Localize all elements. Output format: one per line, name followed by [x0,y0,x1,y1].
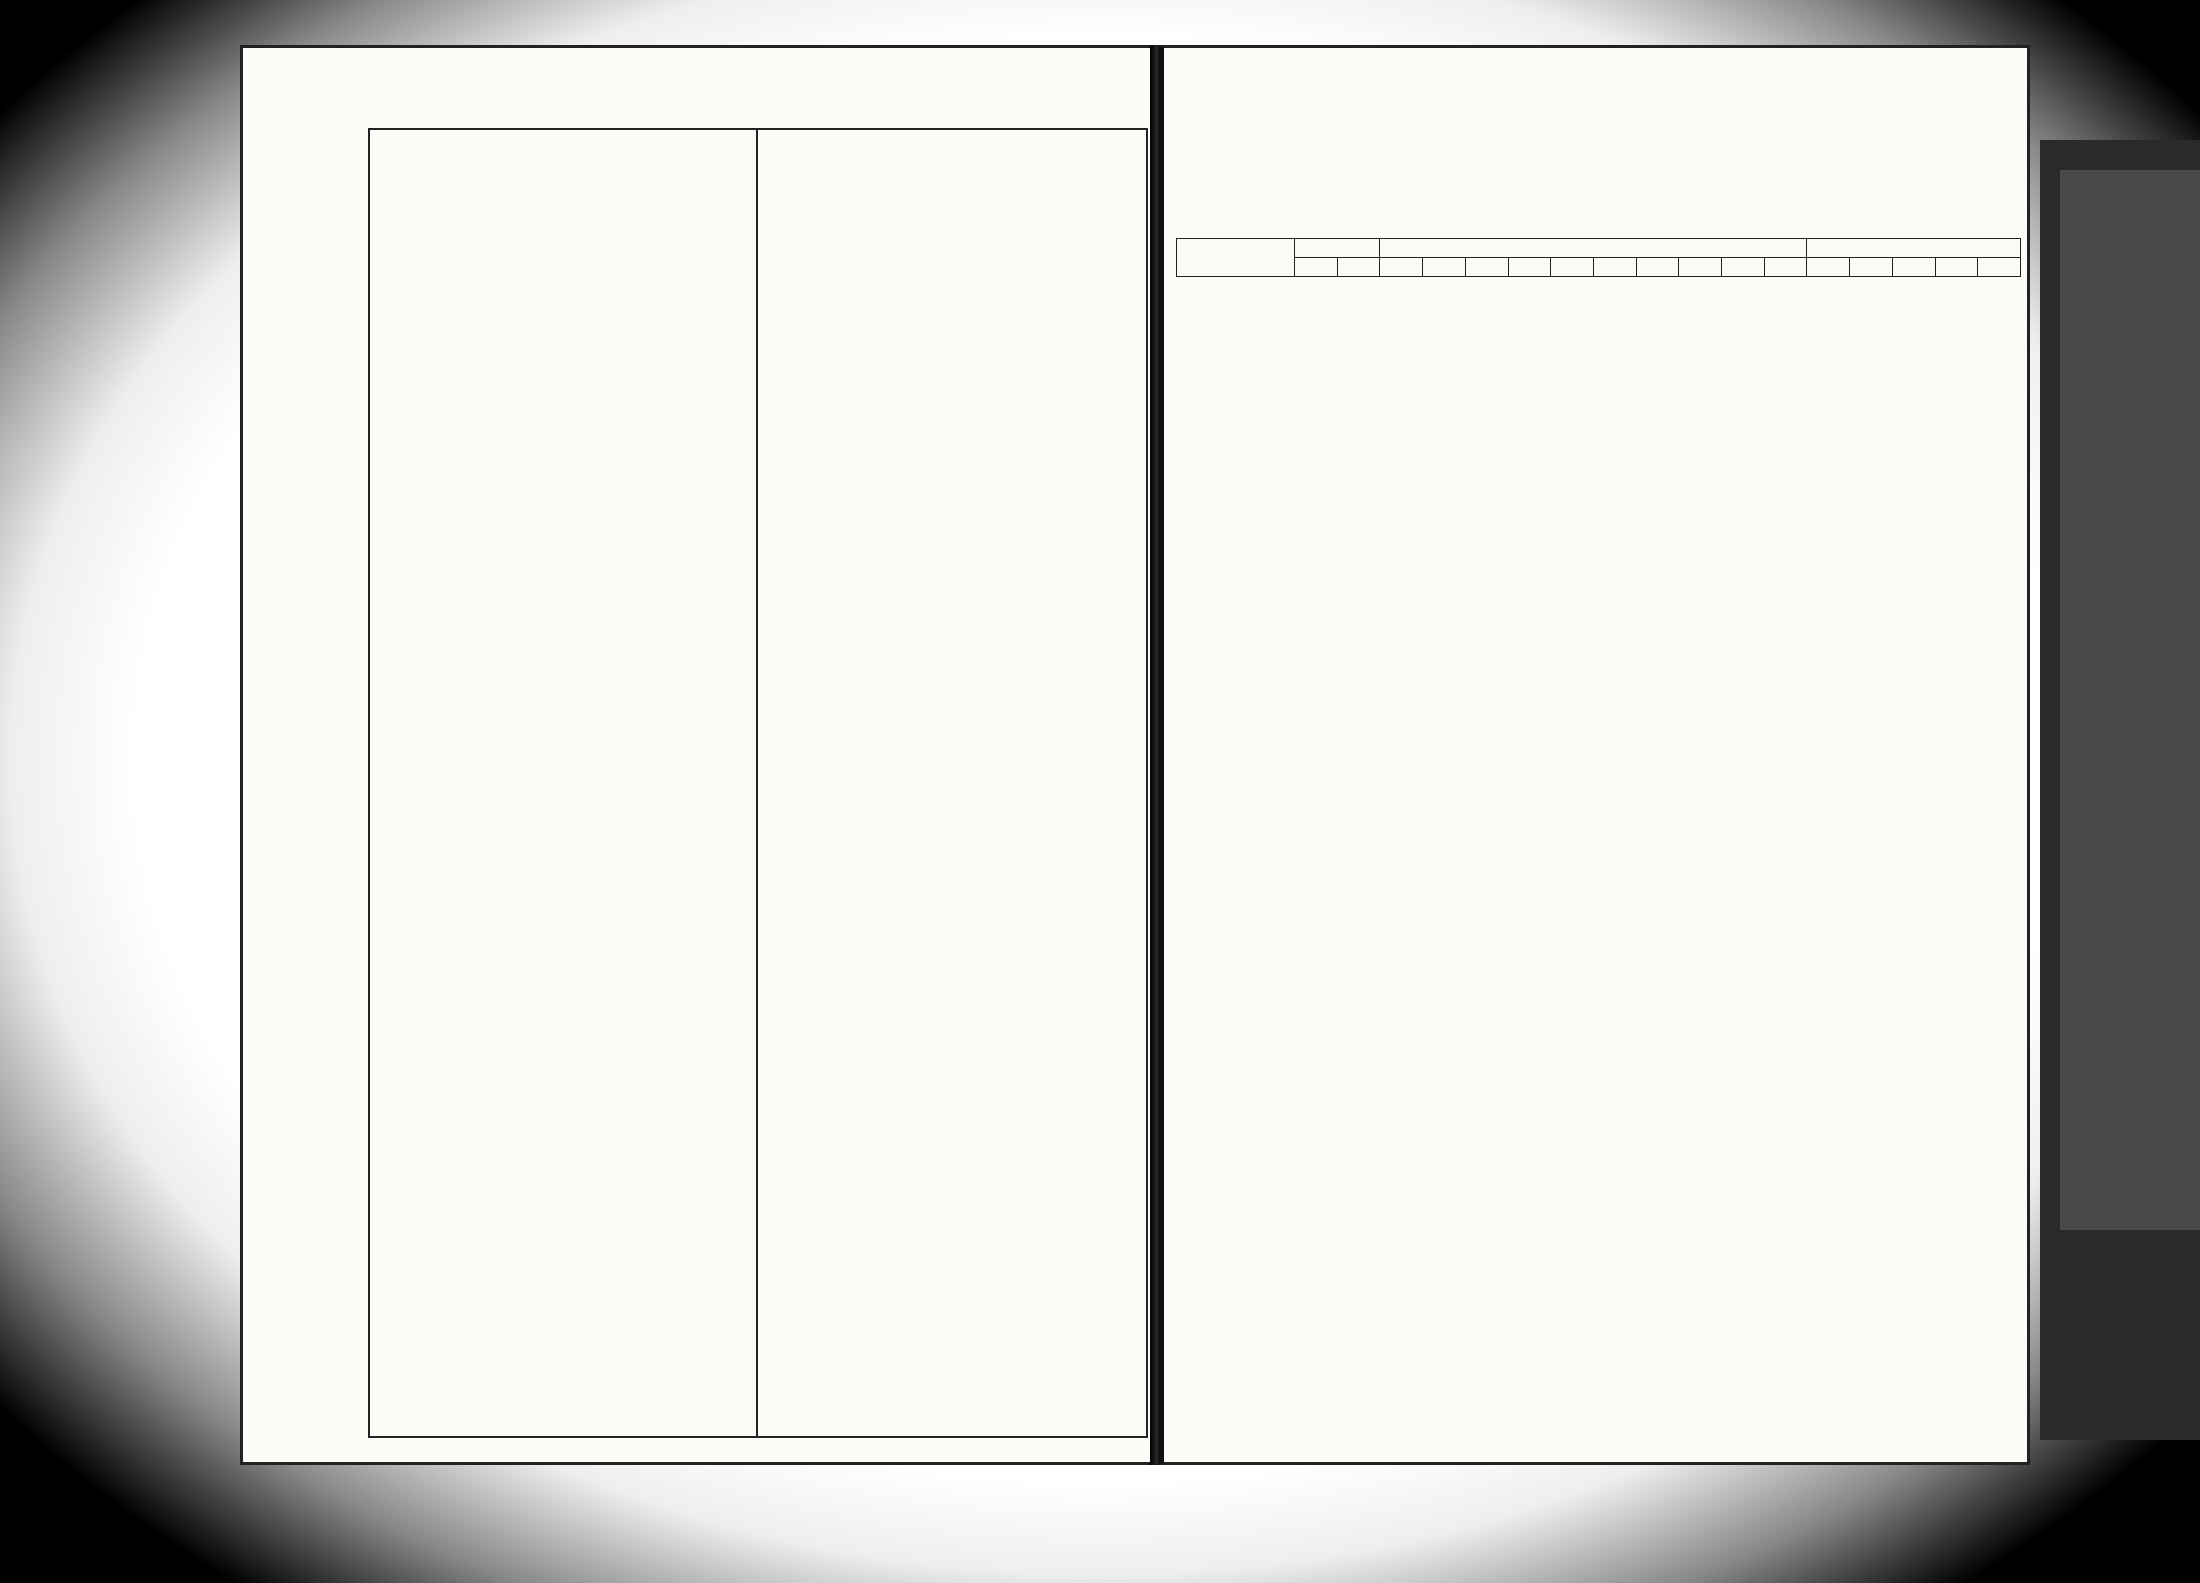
monthly-table [1176,238,2021,277]
col-b-mk [1380,258,1423,277]
col-qvinkon [1337,258,1380,277]
col-c [1978,258,2021,277]
col-b-qk [1423,258,1466,277]
section-a-header [1295,239,1380,258]
instructions-frame [368,128,1148,1438]
open-book [240,45,2030,1465]
col-c [1935,258,1978,277]
col-b-mk [1465,258,1508,277]
col-b-qk [1508,258,1551,277]
col-b-mk [1722,258,1765,277]
right-page [1158,45,2030,1465]
col-c [1892,258,1935,277]
instructions-column-1 [370,130,758,1436]
month-header-blank [1177,239,1295,277]
col-c [1850,258,1893,277]
col-b-qk [1593,258,1636,277]
left-page [240,45,1160,1465]
section-b-header [1380,239,1807,258]
col-b-qk [1764,258,1807,277]
col-c [1807,258,1850,277]
col-b-qk [1679,258,1722,277]
col-mankon [1295,258,1338,277]
table-header [1204,103,1984,145]
background-board-inner [2060,170,2200,1230]
col-b-mk [1551,258,1594,277]
col-b-mk [1636,258,1679,277]
section-c-header [1807,239,2021,258]
instructions-column-2 [758,130,1146,1436]
